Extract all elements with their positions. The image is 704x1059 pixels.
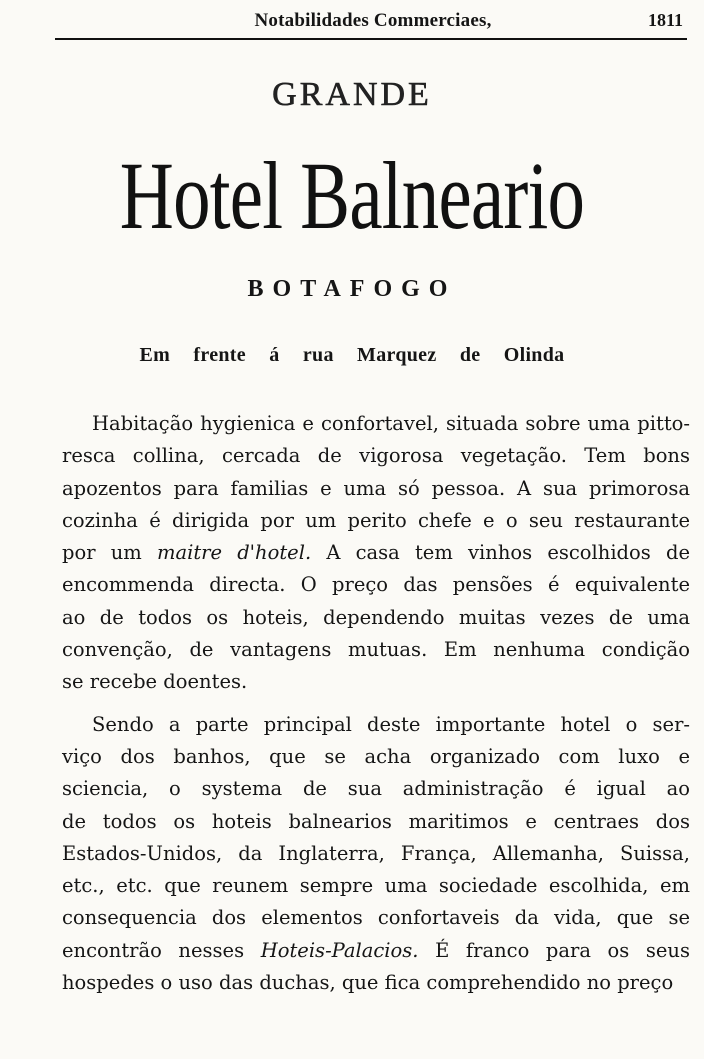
page-number: 1811 — [647, 10, 683, 30]
paragraph — [62, 408, 690, 699]
running-title: Notabilidades Commerciaes, — [254, 10, 492, 31]
running-head — [55, 10, 691, 32]
text-line: Estados-Unidos, da Inglaterra, França, Allemanha, Suissa, — [62, 841, 690, 865]
text-line: se recebe doentes. — [62, 670, 248, 694]
text-line: Habitação hygienica e confortavel, situada sobre uma pitto- — [92, 412, 690, 435]
text-line: encontrão nesses Hoteis-Palacios. É franco para os seus — [62, 938, 691, 962]
title-grande: GRANDE — [272, 76, 432, 113]
text-line: resca collina, cercada de vigorosa vegetação. Tem bons — [62, 444, 690, 468]
text-line: viço dos banhos, que se acha organizado com luxo e — [62, 744, 690, 768]
text-line: sciencia, o systema de sua administração é igual ao — [62, 777, 690, 801]
italic-phrase: Hoteis-Palacios. — [260, 938, 419, 962]
text-line: Sendo a parte principal deste importante hotel o ser- — [92, 712, 690, 736]
text-line: por um maitre d'hotel. A casa tem vinhos escolhidos de — [62, 541, 690, 565]
text-line: encommenda directa. O preço das pensões é equivalente — [62, 573, 690, 597]
text-line: etc., etc. que reunem sempre uma sociedade escolhida, em — [62, 874, 690, 898]
text-line: cozinha é dirigida por um perito chefe e o seu restaurante — [62, 508, 690, 532]
body-text — [62, 408, 690, 999]
text-line: de todos os hoteis balnearios maritimos e centraes dos — [62, 809, 690, 833]
text-line: convenção, de vantagens mutuas. Em nenhuma condição — [62, 638, 690, 662]
italic-phrase: maitre d'hotel. — [156, 541, 312, 565]
hotel-name: Hotel Balneario — [119, 142, 585, 249]
address-subtitle: Em frente á rua Marquez de Olinda — [139, 344, 565, 366]
text-line: ao de todos os hoteis, dependendo muitas vezes de uma — [62, 605, 690, 629]
location-heading: BOTAFOGO — [247, 276, 457, 302]
text-line: apozentos para familias e uma só pessoa. A sua primorosa — [62, 476, 690, 500]
text-line: consequencia dos elementos confortaveis da vida, que se — [62, 906, 690, 930]
header-rule — [55, 38, 687, 40]
paragraph — [62, 709, 690, 1000]
text-line: hospedes o uso das duchas, que fica comprehendido no preço — [62, 971, 674, 995]
